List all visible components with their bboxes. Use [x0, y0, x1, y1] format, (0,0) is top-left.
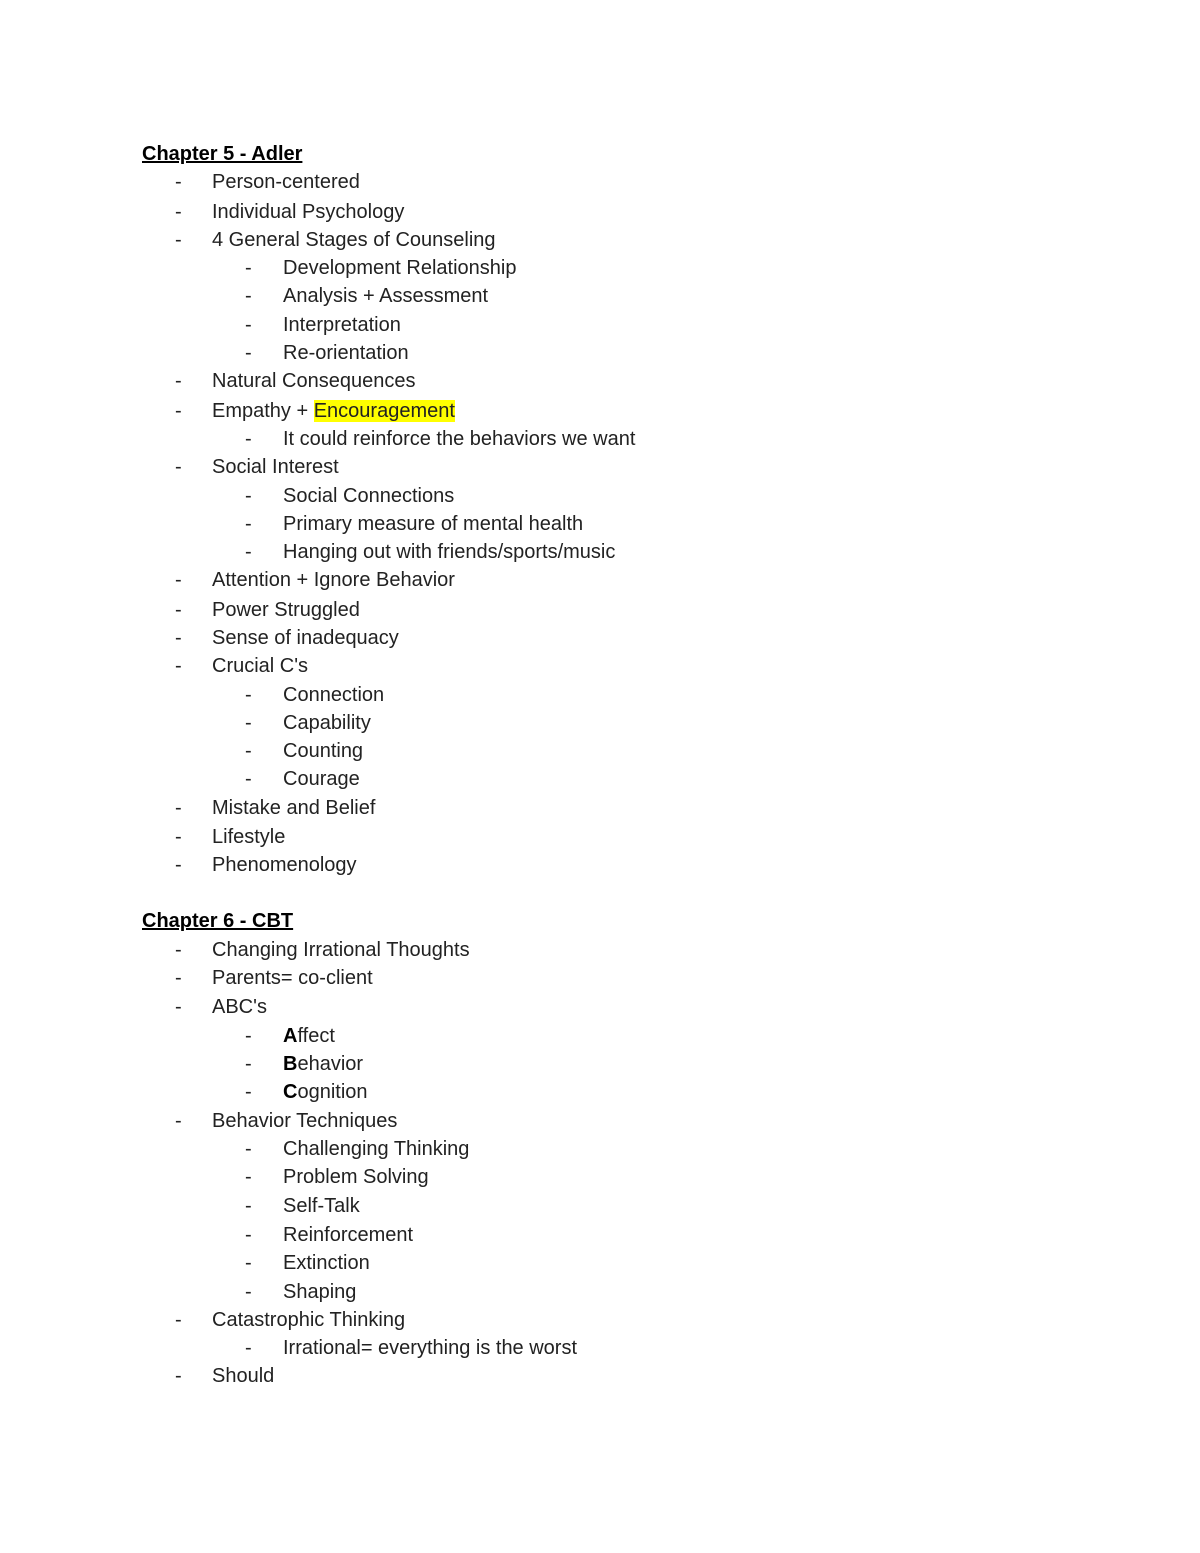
chapter-5-heading: Chapter 5 - Adler [142, 143, 303, 165]
bullet: - [245, 1166, 252, 1188]
bold-letter: A [283, 1025, 298, 1047]
list-item-text: Crucial C's [212, 655, 309, 677]
list-item-text: Interpretation [283, 314, 401, 336]
list-item-text [283, 1080, 368, 1104]
bullet: - [175, 1110, 182, 1132]
list-item-text [283, 1024, 335, 1048]
bullet: - [245, 285, 252, 307]
list-item-text: Phenomenology [212, 854, 357, 876]
highlighted-text: Encouragement [313, 400, 455, 422]
list-item-text: Capability [283, 712, 371, 734]
list-item-text: Irrational= everything is the worst [283, 1337, 578, 1359]
bullet: - [245, 1224, 252, 1246]
bullet: - [245, 1252, 252, 1274]
list-item-text: Social Interest [212, 456, 339, 478]
bullet: - [245, 684, 252, 706]
bullet: - [175, 229, 182, 251]
bullet: - [175, 939, 182, 961]
bullet: - [175, 599, 182, 621]
bullet: - [245, 1053, 252, 1075]
bullet: - [175, 400, 182, 422]
bullet: - [245, 342, 252, 364]
list-item-text: Changing Irrational Thoughts [212, 939, 470, 961]
bullet: - [245, 485, 252, 507]
list-item-text: Behavior Techniques [212, 1110, 398, 1132]
list-item-text: Connection [283, 684, 385, 706]
bullet: - [175, 797, 182, 819]
list-item-text: Counting [283, 740, 364, 762]
list-item-text: Mistake and Belief [212, 797, 376, 819]
bullet: - [175, 967, 182, 989]
bullet: - [245, 1281, 252, 1303]
bullet: - [175, 456, 182, 478]
bullet: - [245, 1025, 252, 1047]
list-item-text: Extinction [283, 1252, 370, 1274]
bullet: - [175, 201, 182, 223]
text-run: Empathy + [212, 400, 314, 422]
list-item-text: 4 General Stages of Counseling [212, 229, 496, 251]
bullet: - [245, 1081, 252, 1103]
text-run: ffect [297, 1025, 335, 1047]
bullet: - [175, 1365, 182, 1387]
list-item-text: Challenging Thinking [283, 1138, 470, 1160]
bullet: - [245, 541, 252, 563]
list-item-text [212, 399, 455, 423]
bullet: - [245, 513, 252, 535]
list-item-text: Re-orientation [283, 342, 409, 364]
bold-letter: C [283, 1081, 298, 1103]
list-item-text: Should [212, 1365, 275, 1387]
bullet: - [175, 370, 182, 392]
bullet: - [245, 740, 252, 762]
list-item-text: ABC's [212, 996, 267, 1018]
bullet: - [175, 854, 182, 876]
bullet: - [245, 314, 252, 336]
list-item-text: Development Relationship [283, 257, 517, 279]
list-item-text: Analysis + Assessment [283, 285, 489, 307]
list-item-text: Reinforcement [283, 1224, 414, 1246]
list-item-text: Attention + Ignore Behavior [212, 569, 455, 591]
list-item-text: Problem Solving [283, 1166, 429, 1188]
bullet: - [245, 1138, 252, 1160]
list-item-text: Hanging out with friends/sports/music [283, 541, 616, 563]
list-item-text: Shaping [283, 1281, 357, 1303]
list-item-text: Sense of inadequacy [212, 627, 399, 649]
bullet: - [245, 428, 252, 450]
list-item-text [283, 1052, 363, 1076]
text-run: ehavior [297, 1053, 364, 1075]
bullet: - [245, 1337, 252, 1359]
bullet: - [175, 569, 182, 591]
list-item-text: Parents= co-client [212, 967, 373, 989]
bullet: - [245, 1195, 252, 1217]
bullet: - [245, 257, 252, 279]
list-item-text: Courage [283, 768, 360, 790]
bullet: - [175, 996, 182, 1018]
bold-letter: B [283, 1053, 298, 1075]
bullet: - [245, 712, 252, 734]
list-item-text: It could reinforce the behaviors we want [283, 428, 636, 450]
bullet: - [175, 171, 182, 193]
text-run: ognition [297, 1081, 368, 1103]
bullet: - [175, 655, 182, 677]
list-item-text: Power Struggled [212, 599, 360, 621]
list-item-text: Self-Talk [283, 1195, 360, 1217]
chapter-6-heading: Chapter 6 - CBT [142, 910, 294, 932]
list-item-text: Catastrophic Thinking [212, 1309, 406, 1331]
bullet: - [175, 627, 182, 649]
list-item-text: Person-centered [212, 171, 360, 193]
list-item-text: Primary measure of mental health [283, 513, 584, 535]
bullet: - [175, 1309, 182, 1331]
list-item-text: Natural Consequences [212, 370, 416, 392]
list-item-text: Social Connections [283, 485, 455, 507]
list-item-text: Individual Psychology [212, 201, 405, 223]
bullet: - [245, 768, 252, 790]
list-item-text: Lifestyle [212, 826, 286, 848]
bullet: - [175, 826, 182, 848]
